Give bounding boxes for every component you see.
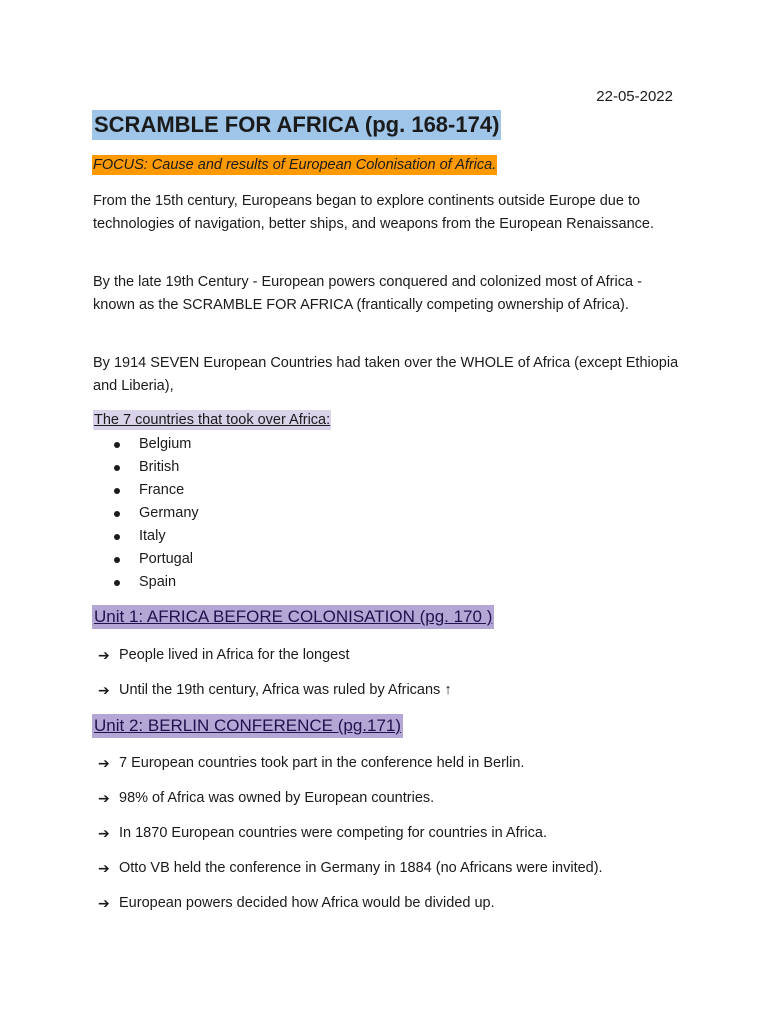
country-name: Belgium bbox=[139, 436, 192, 452]
point-text: 7 European countries took part in the conference held in Berlin. bbox=[119, 755, 525, 771]
arrow-right-icon: ➔ bbox=[98, 895, 110, 911]
bullet-dot-icon bbox=[114, 488, 120, 494]
arrow-right-icon: ➔ bbox=[98, 825, 110, 841]
country-name: Germany bbox=[139, 505, 199, 521]
list-item bbox=[114, 571, 199, 594]
list-item bbox=[98, 893, 603, 928]
arrow-right-icon: ➔ bbox=[98, 790, 110, 806]
bullet-dot-icon bbox=[114, 580, 120, 586]
country-name: Spain bbox=[139, 574, 177, 590]
country-name: Italy bbox=[139, 528, 166, 544]
point-text: People lived in Africa for the longest bbox=[119, 647, 350, 663]
unit-2-points bbox=[98, 753, 603, 928]
list-item bbox=[98, 823, 603, 858]
unit-1-points bbox=[98, 645, 452, 715]
list-item bbox=[98, 788, 603, 823]
bullet-dot-icon bbox=[114, 534, 120, 540]
country-name: France bbox=[139, 482, 185, 498]
arrow-right-icon: ➔ bbox=[98, 860, 110, 876]
paragraph-intro: From the 15th century, Europeans began to explore continents outside Europe due to technologies of navigation, better ships, and weapons from the European Renaissance. bbox=[93, 193, 655, 232]
bullet-dot-icon bbox=[114, 511, 120, 517]
list-item bbox=[98, 680, 452, 715]
countries-list-heading: The 7 countries that took over Africa: bbox=[94, 412, 331, 428]
point-text: In 1870 European countries were competing for countries in Africa. bbox=[119, 825, 547, 841]
point-text: European powers decided how Africa would be divided up. bbox=[119, 895, 495, 911]
page-title: SCRAMBLE FOR AFRICA (pg. 168-174) bbox=[92, 110, 501, 140]
bullet-dot-icon bbox=[114, 557, 120, 563]
list-item bbox=[114, 479, 199, 502]
arrow-right-icon: ➔ bbox=[98, 755, 110, 771]
list-item bbox=[98, 645, 452, 680]
country-name: Portugal bbox=[139, 551, 194, 567]
document-date: 22-05-2022 bbox=[596, 88, 673, 105]
bullet-dot-icon bbox=[114, 442, 120, 448]
list-item bbox=[114, 456, 199, 479]
country-name: British bbox=[139, 459, 180, 475]
list-item bbox=[114, 433, 199, 456]
list-item bbox=[98, 753, 603, 788]
paragraph-1914: By 1914 SEVEN European Countries had taken over the WHOLE of Africa (except Ethiopia and Liberia), bbox=[93, 355, 679, 394]
point-text: Until the 19th century, Africa was ruled by Africans ↑ bbox=[119, 682, 452, 698]
unit-1-heading: Unit 1: AFRICA BEFORE COLONISATION (pg. 170 ) bbox=[92, 605, 494, 629]
point-text: Otto VB held the conference in Germany in 1884 (no Africans were invited). bbox=[119, 860, 603, 876]
unit-2-heading: Unit 2: BERLIN CONFERENCE (pg.171) bbox=[92, 714, 403, 738]
bullet-dot-icon bbox=[114, 465, 120, 471]
arrow-right-icon: ➔ bbox=[98, 682, 110, 698]
point-text: 98% of Africa was owned by European countries. bbox=[119, 790, 435, 806]
list-item bbox=[114, 525, 199, 548]
focus-statement: FOCUS: Cause and results of European Colonisation of Africa. bbox=[93, 157, 497, 173]
list-item bbox=[114, 502, 199, 525]
list-item bbox=[114, 548, 199, 571]
list-item bbox=[98, 858, 603, 893]
paragraph-scramble: By the late 19th Century - European powers conquered and colonized most of Africa - known as the SCRAMBLE FOR AFRICA (frantically competing ownership of Africa). bbox=[93, 274, 642, 313]
arrow-right-icon: ➔ bbox=[98, 647, 110, 663]
countries-list bbox=[114, 433, 199, 594]
